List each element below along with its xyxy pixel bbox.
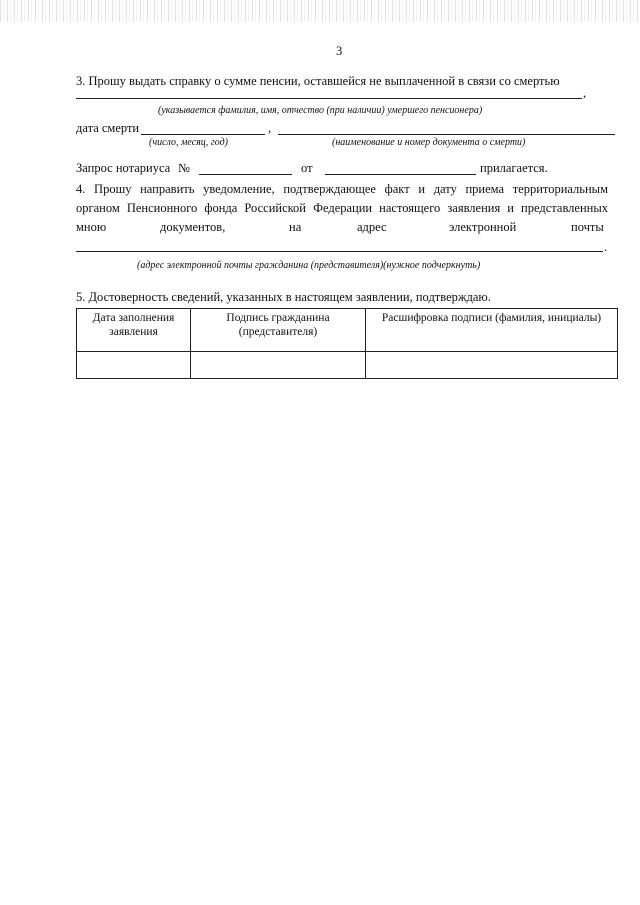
caption-email: (адрес электронной почты гражданина (представителя)(нужное подчеркнуть) bbox=[137, 260, 481, 271]
notary-date-field[interactable] bbox=[325, 174, 476, 175]
item5-text: 5. Достоверность сведений, указанных в настоящем заявлении, подтверждаю. bbox=[76, 290, 491, 304]
header-signature-transcript: Расшифровка подписи (фамилия, инициалы) bbox=[366, 309, 618, 352]
cell-signature[interactable] bbox=[191, 352, 366, 379]
item4-line2: органом Пенсионного фонда Российской Федерации настоящего заявления и представленных bbox=[76, 201, 608, 215]
cell-date[interactable] bbox=[77, 352, 191, 379]
table-row bbox=[77, 352, 618, 379]
item4-word-2: документов, bbox=[160, 220, 226, 234]
email-field[interactable] bbox=[76, 251, 603, 252]
caption-deceased-name: (указывается фамилия, имя, отчество (при наличии) умершего пенсионера) bbox=[158, 105, 483, 116]
item4-word-4: адрес bbox=[357, 220, 387, 234]
item4-word-3: на bbox=[289, 220, 302, 234]
item4-line1: 4. Прошу направить уведомление, подтверждающее факт и дату приема территориальным bbox=[76, 182, 608, 196]
notary-number-sign: № bbox=[178, 161, 190, 175]
item3-end-mark: , bbox=[583, 86, 587, 100]
notary-attached-label: прилагается. bbox=[480, 161, 548, 175]
item4-word-5: электронной bbox=[449, 220, 517, 234]
deceased-name-field[interactable] bbox=[76, 98, 582, 99]
page-number: 3 bbox=[336, 44, 343, 58]
scan-artifact bbox=[0, 0, 640, 22]
notary-from-label: от bbox=[301, 161, 313, 175]
death-document-field[interactable] bbox=[278, 134, 615, 135]
item3-text: 3. Прошу выдать справку о сумме пенсии, оставшейся не выплаченной в связи со смертью bbox=[76, 74, 560, 88]
signature-table bbox=[76, 308, 618, 379]
item4-end-mark: . bbox=[604, 240, 608, 254]
notary-number-field[interactable] bbox=[199, 174, 292, 175]
death-date-comma: , bbox=[268, 121, 272, 135]
item4-word-1: мною bbox=[76, 220, 107, 234]
death-date-label: дата смерти bbox=[76, 121, 140, 135]
caption-date: (число, месяц, год) bbox=[149, 137, 228, 148]
header-signature: Подпись гражданина (представителя) bbox=[191, 309, 366, 352]
table-header-row bbox=[77, 309, 618, 352]
item4-word-6: почты bbox=[571, 220, 604, 234]
death-date-field[interactable] bbox=[141, 134, 265, 135]
caption-death-document: (наименование и номер документа о смерти) bbox=[332, 137, 526, 148]
cell-signature-transcript[interactable] bbox=[366, 352, 618, 379]
header-date: Дата заполнения заявления bbox=[77, 309, 191, 352]
notary-label: Запрос нотариуса bbox=[76, 161, 171, 175]
